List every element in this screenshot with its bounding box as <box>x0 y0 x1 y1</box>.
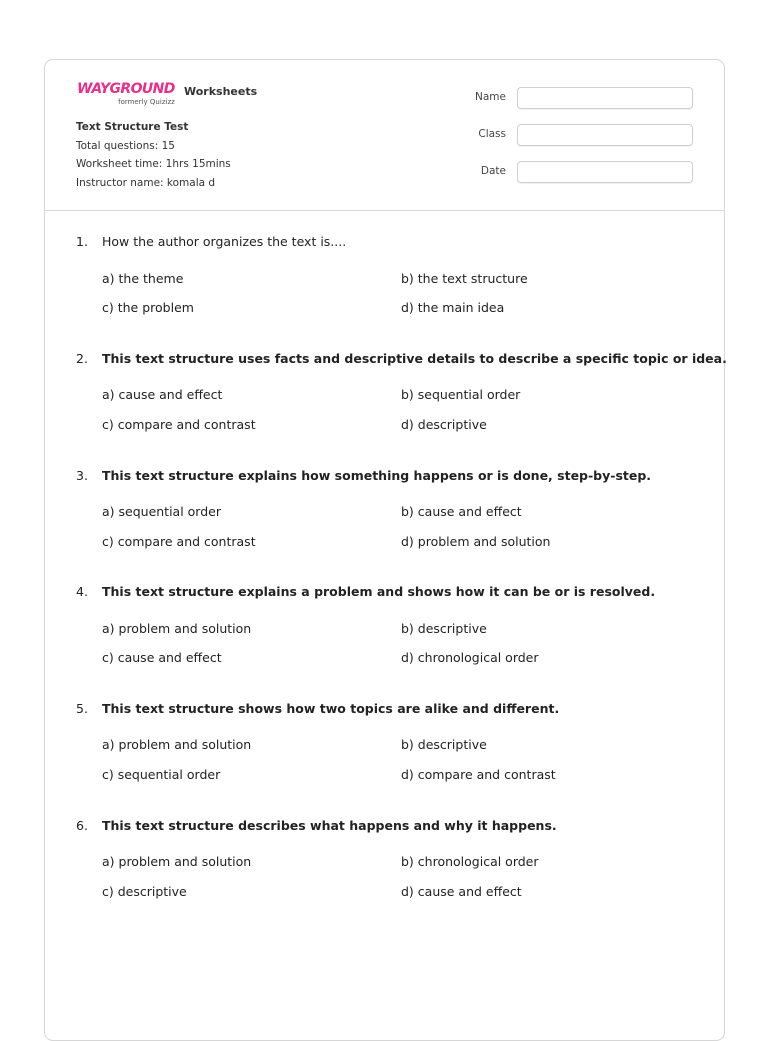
instructor-name: Instructor name: komala d <box>76 176 216 189</box>
option-a: a) problem and solution <box>102 854 252 869</box>
option-c: c) sequential order <box>102 767 221 782</box>
option-b: b) cause and effect <box>401 504 522 519</box>
question-number: 3. <box>76 468 88 483</box>
class-input[interactable] <box>517 124 693 146</box>
question-text: This text structure uses facts and descriptive details to describe a specific topic or idea. <box>102 351 727 366</box>
option-c: c) cause and effect <box>102 650 222 665</box>
date-label: Date <box>480 165 506 177</box>
class-label: Class <box>478 128 506 140</box>
total-questions: Total questions: 15 <box>76 139 175 152</box>
question-number: 5. <box>76 701 88 716</box>
option-d: d) chronological order <box>401 650 539 665</box>
option-a: a) cause and effect <box>102 387 223 402</box>
question-text: This text structure explains how something happens or is done, step-by-step. <box>102 468 652 483</box>
brand-logo-text: WAYGROUND <box>77 81 175 97</box>
option-a: a) the theme <box>102 271 184 286</box>
option-d: d) descriptive <box>401 417 487 432</box>
class-field-group <box>465 124 721 146</box>
worksheet-time: Worksheet time: 1hrs 15mins <box>76 158 231 170</box>
worksheet-info <box>76 118 231 192</box>
option-c: c) compare and contrast <box>102 534 256 549</box>
worksheet-page <box>44 59 725 1041</box>
option-b: b) sequential order <box>401 387 521 402</box>
option-d: d) problem and solution <box>401 534 551 549</box>
option-a: a) problem and solution <box>102 621 252 636</box>
name-field-group <box>465 87 721 109</box>
question-number: 1. <box>76 234 88 249</box>
name-label: Name <box>475 91 506 103</box>
option-b: b) descriptive <box>401 621 487 636</box>
option-b: b) descriptive <box>401 737 487 752</box>
option-c: c) compare and contrast <box>102 417 256 432</box>
option-c: c) the problem <box>102 300 194 315</box>
name-input[interactable] <box>517 87 693 109</box>
worksheet-header <box>45 60 724 211</box>
brand-logo <box>77 81 175 107</box>
option-c: c) descriptive <box>102 884 187 899</box>
question-text: This text structure shows how two topics are alike and different. <box>102 701 560 716</box>
option-b: b) chronological order <box>401 854 539 869</box>
question-text: This text structure describes what happens and why it happens. <box>102 818 557 833</box>
worksheet-title: Text Structure Test <box>76 121 189 133</box>
question-number: 4. <box>76 584 88 599</box>
option-a: a) sequential order <box>102 504 221 519</box>
option-d: d) cause and effect <box>401 884 522 899</box>
option-d: d) compare and contrast <box>401 767 556 782</box>
brand-logo-subtitle: formerly Quizizz <box>118 98 175 106</box>
option-d: d) the main idea <box>401 300 505 315</box>
option-b: b) the text structure <box>401 271 528 286</box>
question-number: 6. <box>76 818 88 833</box>
question-text: This text structure explains a problem and shows how it can be or is resolved. <box>102 584 656 599</box>
date-input[interactable] <box>517 161 693 183</box>
section-label: Worksheets <box>184 85 258 98</box>
option-a: a) problem and solution <box>102 737 252 752</box>
question-text: How the author organizes the text is.... <box>102 234 347 249</box>
date-field-group <box>465 161 721 183</box>
question-number: 2. <box>76 351 88 366</box>
